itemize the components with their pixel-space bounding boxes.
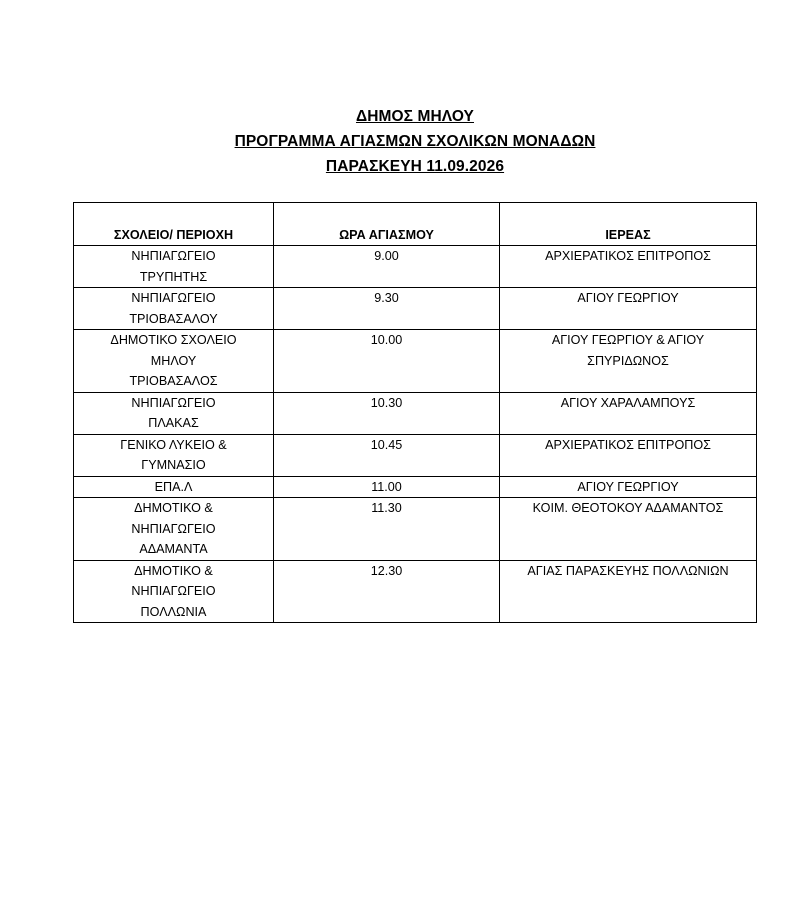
priest-cell [500, 330, 757, 393]
priest-cell-line: ΑΓΙΑΣ ΠΑΡΑΣΚΕΥΗΣ ΠΟΛΛΩΝΙΩΝ [527, 563, 729, 578]
time-cell: 11.00 [274, 476, 500, 498]
school-cell-line: ΕΠΑ.Λ [154, 479, 193, 494]
municipality-title: ΔΗΜΟΣ ΜΗΛΟΥ [355, 108, 474, 125]
column-header-school: ΣΧΟΛΕΙΟ/ ΠΕΡΙΟΧΗ [74, 203, 274, 246]
priest-cell-line: ΑΡΧΙΕΡΑΤΙΚΟΣ ΕΠΙΤΡΟΠΟΣ [545, 437, 711, 452]
time-cell: 9.30 [274, 288, 500, 330]
school-cell-line: ΑΔΑΜΑΝΤΑ [139, 542, 208, 556]
time-cell: 11.30 [274, 498, 500, 561]
table-row [74, 330, 757, 393]
priest-cell-line: ΑΓΙΟΥ ΓΕΩΡΓΙΟΥ & ΑΓΙΟΥ [551, 333, 705, 347]
schedule-table [73, 202, 757, 623]
priest-cell [500, 288, 757, 330]
priest-cell [500, 434, 757, 476]
table-row [74, 246, 757, 288]
table-row [74, 288, 757, 330]
table-row [74, 498, 757, 561]
school-cell-line: ΓΕΝΙΚΟ ΛΥΚΕΙΟ & [120, 437, 227, 452]
school-cell-line: ΔΗΜΟΤΙΚΟ ΣΧΟΛΕΙΟ [110, 333, 237, 347]
school-cell-line: ΤΡΙΟΒΑΣΑΛΟΣ [129, 374, 218, 388]
school-cell-line: ΤΡΙΟΒΑΣΑΛΟΥ [129, 311, 218, 326]
school-cell [74, 330, 274, 393]
school-cell-line: ΝΗΠΙΑΓΩΓΕΙΟ [131, 584, 216, 598]
school-cell-line: ΓΥΜΝΑΣΙΟ [141, 458, 206, 472]
priest-cell-line: ΣΠΥΡΙΔΩΝΟΣ [587, 353, 669, 368]
table-body [74, 246, 757, 623]
column-header-time: ΩΡΑ ΑΓΙΑΣΜΟΥ [274, 203, 500, 246]
priest-cell-line: ΑΓΙΟΥ ΓΕΩΡΓΙΟΥ [577, 291, 679, 305]
school-cell [74, 498, 274, 561]
school-cell-line: ΔΗΜΟΤΙΚΟ & [134, 501, 213, 515]
priest-cell [500, 498, 757, 561]
priest-cell [500, 392, 757, 434]
table-row [74, 434, 757, 476]
school-cell-line: ΝΗΠΙΑΓΩΓΕΙΟ [131, 395, 216, 410]
school-cell-line: ΤΡΥΠΗΤΗΣ [139, 269, 208, 284]
time-cell: 10.00 [274, 330, 500, 393]
school-cell-line: ΝΗΠΙΑΓΩΓΕΙΟ [131, 249, 216, 263]
date-title: ΠΑΡΑΣΚΕΥΗ 11.09.2026 [325, 158, 505, 175]
document-header [0, 104, 802, 179]
school-cell-line: ΝΗΠΙΑΓΩΓΕΙΟ [131, 521, 216, 536]
time-cell: 12.30 [274, 560, 500, 623]
school-cell [74, 560, 274, 623]
school-cell [74, 392, 274, 434]
priest-cell-line: ΑΓΙΟΥ ΧΑΡΑΛΑΜΠΟΥΣ [560, 395, 696, 410]
program-title: ΠΡΟΓΡΑΜΜΑ ΑΓΙΑΣΜΩΝ ΣΧΟΛΙΚΩΝ ΜΟΝΑΔΩΝ [234, 133, 596, 150]
priest-cell [500, 246, 757, 288]
table-row [74, 560, 757, 623]
time-cell: 10.30 [274, 392, 500, 434]
priest-cell [500, 476, 757, 498]
priest-cell-line: ΚΟΙΜ. ΘΕΟΤΟΚΟΥ ΑΔΑΜΑΝΤΟΣ [532, 501, 724, 515]
school-cell-line: ΝΗΠΙΑΓΩΓΕΙΟ [131, 291, 216, 305]
time-cell: 9.00 [274, 246, 500, 288]
priest-cell [500, 560, 757, 623]
school-cell [74, 246, 274, 288]
school-cell-line: ΠΟΛΛΩΝΙΑ [140, 604, 207, 619]
school-cell [74, 476, 274, 498]
table-header-row [74, 203, 757, 246]
column-header-priest: ΙΕΡΕΑΣ [500, 203, 757, 246]
time-cell: 10.45 [274, 434, 500, 476]
table-row [74, 476, 757, 498]
priest-cell-line: ΑΓΙΟΥ ΓΕΩΡΓΙΟΥ [577, 479, 679, 494]
priest-cell-line: ΑΡΧΙΕΡΑΤΙΚΟΣ ΕΠΙΤΡΟΠΟΣ [545, 249, 711, 263]
table-row [74, 392, 757, 434]
school-cell-line: ΔΗΜΟΤΙΚΟ & [134, 563, 213, 578]
school-cell-line: ΜΗΛΟΥ [150, 353, 197, 368]
school-cell-line: ΠΛΑΚΑΣ [148, 416, 199, 430]
school-cell [74, 434, 274, 476]
school-cell [74, 288, 274, 330]
